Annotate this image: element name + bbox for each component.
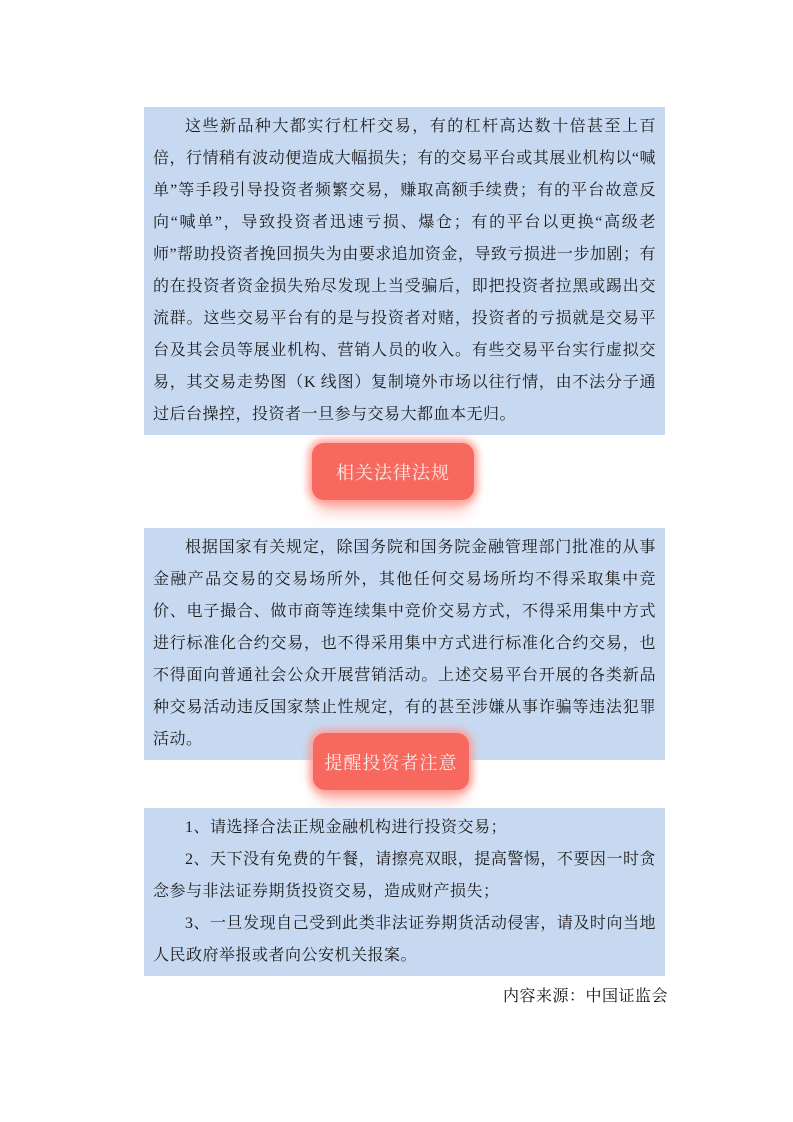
reminder-item-3: 3、一旦发现自己受到此类非法证券期货活动侵害，请及时向当地人民政府举报或者向公安机关报案。	[153, 915, 656, 964]
reminder-item-1: 1、请选择合法正规金融机构进行投资交易；	[185, 819, 508, 836]
laws-banner-label: 相关法律法规	[336, 462, 450, 483]
laws-text-block	[144, 528, 665, 760]
laws-banner	[312, 443, 474, 500]
content-source-text: 内容来源：中国证监会	[502, 988, 668, 1005]
reminder-banner	[313, 733, 469, 790]
intro-text-block	[144, 107, 665, 435]
reminder-text-block	[144, 808, 665, 976]
intro-paragraph: 这些新品种大都实行杠杆交易，有的杠杆高达数十倍甚至上百倍，行情稍有波动便造成大幅损失；有的交易平台或其展业机构以“喊单”等手段引导投资者频繁交易，赚取高额手续费；有的平台故意反向“喊单”，导致投资者迅速亏损、爆仓；有的平台以更换“高级老师”帮助投资者挽回损失为由要求追加资金，导致亏损进一步加剧；有的在投资者资金损失殆尽发现上当受骗后，即把投资者拉黑或踢出交流群。这些交易平台有的是与投资者对赌，投资者的亏损就是交易平台及其会员等展业机构、营销人员的收入。有些交易平台实行虚拟交易，其交易走势图（K 线图）复制境外市场以往行情，由不法分子通过后台操控，投资者一旦参与交易大都血本无归。	[153, 118, 656, 423]
reminder-item-2: 2、天下没有免费的午餐，请擦亮双眼，提高警惕，不要因一时贪念参与非法证券期货投资交易，造成财产损失；	[153, 851, 656, 900]
laws-paragraph: 根据国家有关规定，除国务院和国务院金融管理部门批准的从事金融产品交易的交易场所外，其他任何交易场所均不得采取集中竞价、电子撮合、做市商等连续集中竞价交易方式，不得采用集中方式进行标准化合约交易，也不得采用集中方式进行标准化合约交易，也不得面向普通社会公众开展营销活动。上述交易平台开展的各类新品种交易活动违反国家禁止性规定，有的甚至涉嫌从事诈骗等违法犯罪活动。	[153, 539, 656, 748]
reminder-banner-label: 提醒投资者注意	[324, 752, 458, 773]
